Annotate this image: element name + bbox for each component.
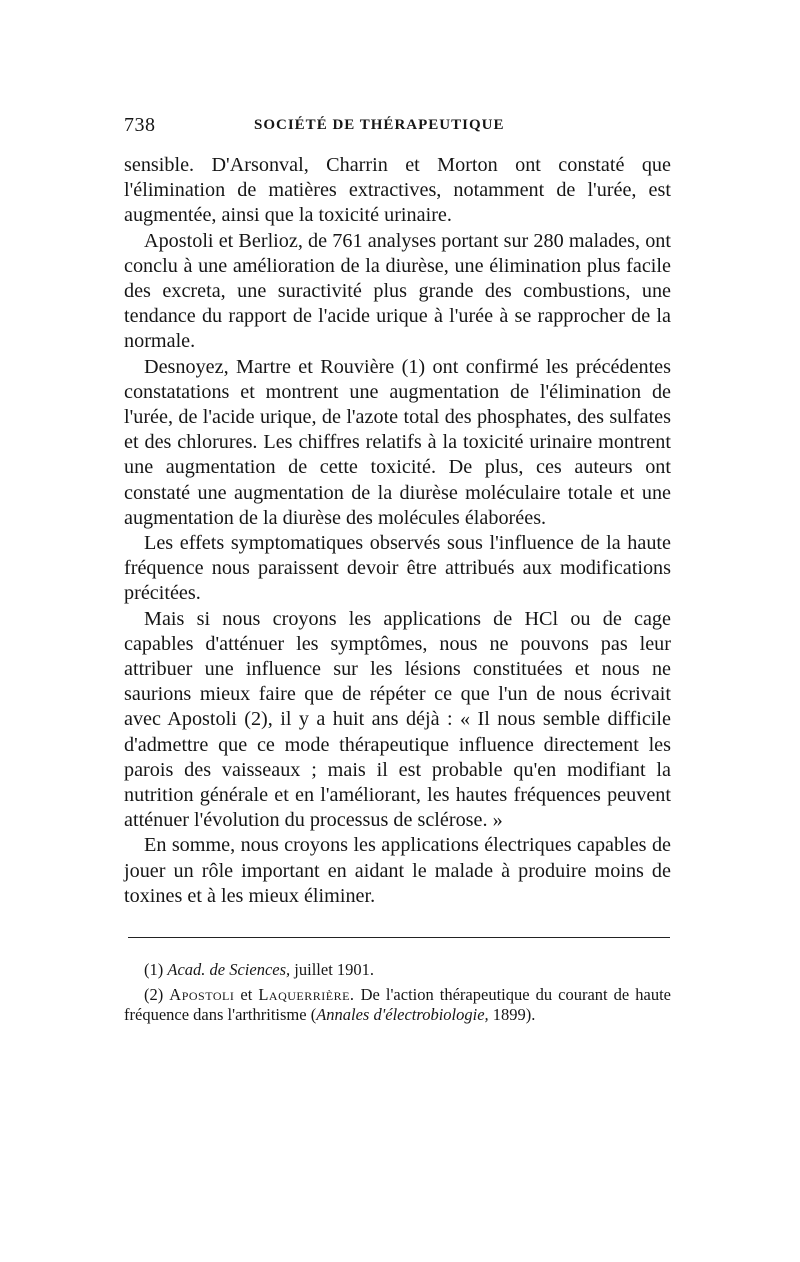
footnote-2	[124, 985, 671, 1026]
footnote-1	[124, 960, 671, 981]
footnote-1-source: Acad. de Sciences,	[167, 960, 291, 979]
footnote-2-joiner: et	[234, 984, 259, 1004]
paragraph-3: Desnoyez, Martre et Rouvière (1) ont confirmé les précédentes constatations et montrent une augmentation de l'élimination de l'urée, de l'acide urique, de l'azote total des phosphates, des sulfates et des chlorures. Les chiffres relatifs à la toxicité urinaire montrent une augmentation de cette toxicité. De plus, ces auteurs ont constaté une augmentation de la diurèse moléculaire totale et une augmentation de la diurèse des molécules élaborées.	[124, 355, 671, 529]
paragraph-6: En somme, nous croyons les applications électriques capables de jouer un rôle important en aidant le malade à produire moins de toxines et à les mieux éliminer.	[124, 834, 671, 907]
paragraph-1: sensible. D'Arsonval, Charrin et Morton ont constaté que l'élimination de matières extractives, notamment de l'urée, est augmentée, ainsi que la toxicité urinaire.	[124, 154, 671, 227]
paragraph-5: Mais si nous croyons les applications de HCl ou de cage capables d'atténuer les symptômes, nous ne pouvons pas leur attribuer une influence sur les lésions constituées et nous ne saurions mieux faire que de répéter ce que l'un de nous écrivait avec Apostoli (2), il y a huit ans déjà : « Il nous semble difficile d'admettre que ce mode thérapeutique influence directement les parois des vaisseaux ; mais il est probable qu'en modifiant la nutrition générale et en l'améliorant, les hautes fréquences peuvent atténuer l'évolution du processus de sclérose. »	[124, 607, 671, 832]
running-title: SOCIÉTÉ DE THÉRAPEUTIQUE	[254, 117, 505, 133]
body-text	[124, 153, 671, 909]
footnote-2-number: (2)	[144, 984, 164, 1004]
footnote-rule	[128, 937, 670, 938]
footnotes	[124, 960, 671, 1030]
paragraph-2: Apostoli et Berlioz, de 761 analyses portant sur 280 malades, ont conclu à une amélioration de la diurèse, une élimination plus facile des excreta, une suractivité plus grande des combustions, une tendance du rapport de l'acide urique à l'urée à se rapprocher de la normale.	[124, 229, 671, 353]
footnote-2-year: 1899).	[488, 1005, 536, 1024]
page-header	[124, 114, 671, 142]
footnote-2-author-2: Laquerrière.	[258, 984, 355, 1004]
footnote-2-text: De l'action thérapeutique du courant de haute fréquence dans l'arthritisme (	[124, 984, 672, 1024]
footnote-2-author-1: Apostoli	[169, 984, 235, 1004]
footnote-1-number: (1)	[144, 960, 164, 979]
page-number: 738	[124, 114, 156, 136]
paragraph-4: Les effets symptomatiques observés sous l'influence de la haute fréquence nous paraissent devoir être attribués aux modifications précitées.	[124, 532, 671, 605]
footnote-2-journal: Annales d'électrobiologie,	[316, 1005, 489, 1024]
footnote-1-date: juillet 1901.	[290, 960, 375, 979]
